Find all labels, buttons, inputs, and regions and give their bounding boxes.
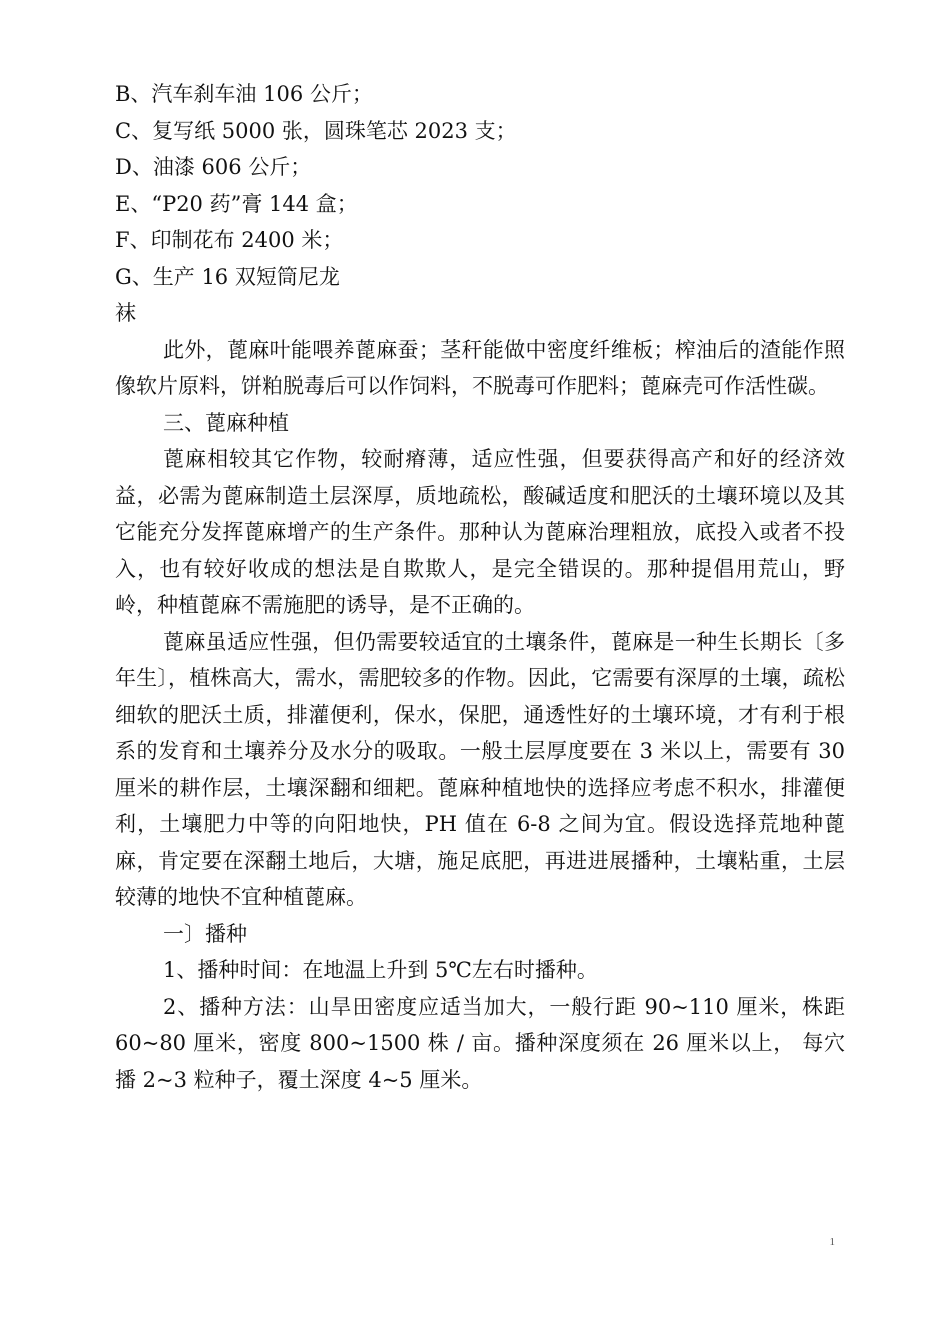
list-item-d: D、油漆 606 公斤； xyxy=(115,155,312,179)
subheading-sowing: 一〕播种 xyxy=(163,921,247,946)
list-item-g: G、生产 16 双短筒尼龙 xyxy=(115,264,340,289)
paragraph-soil-needs: 蓖麻相较其它作物，较耐瘠薄，适应性强，但要获得高产和好的经济效益，必需为蓖麻制造土层深厚，质地疏松，酸碱适度和肥沃的土壤环境以及其它能充分发挥蓖麻增产的生产条件。那种认为蓖麻治理粗放，底投入或者不投入，也有较好收成的想法是自欺欺人，是完全错误的。那种提倡用荒山，野岭，种植蓖麻不需施肥的诱导，是不正确的。 xyxy=(115,447,845,617)
list-item-f: F、印制花布 2400 米； xyxy=(115,228,344,252)
sowing-method: 2、播种方法：山旱田密度应适当加大，一般行距 90~110 厘米，株距 60~80 厘米，密度 800~1500 株 / 亩。播种深度须在 26 厘米以上， 每穴播 2~3 粒种子，覆土深度 4~5 厘米。 xyxy=(115,994,845,1092)
sowing-time: 1、播种时间：在地温上升到 5℃左右时播种。 xyxy=(163,958,598,982)
list-item-e: E、“P20 药”膏 144 盒； xyxy=(115,191,358,216)
paragraph-soil-conditions: 蓖麻虽适应性强，但仍需要较适宜的土壤条件，蓖麻是一种生长期长〔多年生〕，植株高大，需水，需肥较多的作物。因此，它需要有深厚的土壤，疏松细软的肥沃土质，排灌便利，保水，保肥，通透性好的土壤环境，才有利于根系的发育和土壤养分及水分的吸取。一般土层厚度要在 3 米以上，需要有 30 厘米的耕作层，土壤深翻和细耙。蓖麻种植地快的选择应考虑不积水，排灌便利，土壤肥力中等的向阳地快，PH 值在 6-8 之间为宜。假设选择荒地种蓖麻，肯定要在深翻土地后，大塘，施足底肥，再进进展播种，土壤粘重，土层较薄的地快不宜种植蓖麻。 xyxy=(115,629,845,909)
paragraph-byproducts: 此外，蓖麻叶能喂养蓖麻蚕；茎秆能做中密度纤维板；榨油后的渣能作照像软片原料，饼粕脱毒后可以作饲料，不脱毒可作肥料；蓖麻壳可作活性碳。 xyxy=(115,337,845,398)
list-item-g-continuation: 袜 xyxy=(115,301,136,325)
page-number: 1 xyxy=(829,1236,835,1248)
section-heading: 三、蓖麻种植 xyxy=(163,410,289,435)
page-content xyxy=(115,76,845,1098)
list-item-c: C、复写纸 5000 张，圆珠笔芯 2023 支； xyxy=(115,118,517,143)
list-item-b: B、汽车刹车油 106 公斤； xyxy=(115,82,373,106)
